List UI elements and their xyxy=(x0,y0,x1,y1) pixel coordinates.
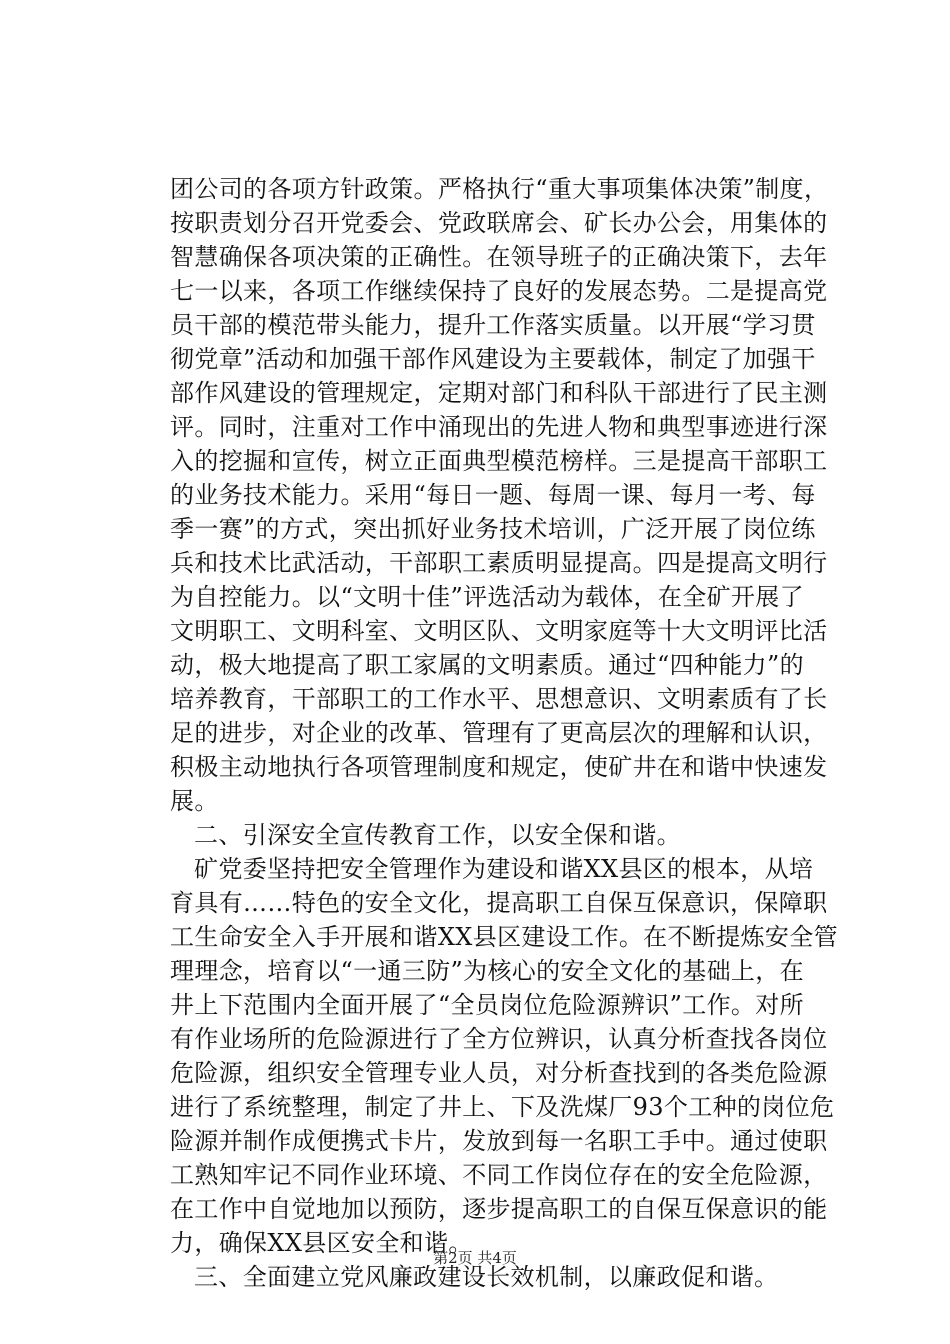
text-line: 兵和技术比武活动，干部职工素质明显提高。四是提高文明行 xyxy=(170,549,828,577)
text-line: 危险源，组织安全管理专业人员，对分析查找到的各类危险源 xyxy=(170,1059,828,1087)
text-line: 井上下范围内全面开展了“全员岗位危险源辨识”工作。对所 xyxy=(170,991,804,1019)
body-text xyxy=(170,172,838,1294)
text-line: 展。 xyxy=(170,787,219,815)
text-line: 按职责划分召开党委会、党政联席会、矿长办公会，用集体的 xyxy=(170,209,828,237)
text-line: 工生命安全入手开展和谐XX县区建设工作。在不断提炼安全管 xyxy=(170,923,838,951)
text-line: 入的挖掘和宣传，树立正面典型模范榜样。三是提高干部职工 xyxy=(170,447,828,475)
text-line: 力，确保XX县区安全和谐。 xyxy=(170,1229,473,1257)
text-line: 彻党章”活动和加强干部作风建设为主要载体，制定了加强干 xyxy=(170,345,816,373)
text-line: 动，极大地提高了职工家属的文明素质。通过“四种能力”的 xyxy=(170,651,804,679)
text-line: 工熟知牢记不同作业环境、不同工作岗位存在的安全危险源， xyxy=(170,1161,828,1189)
text-line: 险源并制作成便携式卡片，发放到每一名职工手中。通过使职 xyxy=(170,1127,828,1155)
text-line: 进行了系统整理，制定了井上、下及洗煤厂93个工种的岗位危 xyxy=(170,1093,835,1121)
text-line: 智慧确保各项决策的正确性。在领导班子的正确决策下，去年 xyxy=(170,243,828,271)
text-line: 在工作中自觉地加以预防，逐步提高职工的自保互保意识的能 xyxy=(170,1195,828,1223)
text-line: 文明职工、文明科室、文明区队、文明家庭等十大文明评比活 xyxy=(170,617,828,645)
page-number-footer: 第2页 共4页 xyxy=(433,1249,517,1267)
text-line: 的业务技术能力。采用“每日一题、每周一课、每月一考、每 xyxy=(170,481,816,509)
text-line: 育具有……特色的安全文化，提高职工自保互保意识，保障职 xyxy=(170,889,828,917)
section-heading: 二、引深安全宣传教育工作，以安全保和谐。 xyxy=(194,821,681,849)
text-line: 矿党委坚持把安全管理作为建设和谐XX县区的根本，从培 xyxy=(194,855,814,883)
text-line: 培养教育，干部职工的工作水平、思想意识、文明素质有了长 xyxy=(170,685,828,713)
text-line: 足的进步，对企业的改革、管理有了更高层次的理解和认识， xyxy=(170,719,828,747)
section-heading: 三、全面建立党风廉政建设长效机制，以廉政促和谐。 xyxy=(194,1263,779,1291)
text-line: 积极主动地执行各项管理制度和规定，使矿井在和谐中快速发 xyxy=(170,753,828,781)
text-line: 理理念，培育以“一通三防”为核心的安全文化的基础上，在 xyxy=(170,957,804,985)
text-line: 评。同时，注重对工作中涌现出的先进人物和典型事迹进行深 xyxy=(170,413,828,441)
text-line: 七一以来，各项工作继续保持了良好的发展态势。二是提高党 xyxy=(170,277,828,305)
text-line: 为自控能力。以“文明十佳”评选活动为载体，在全矿开展了 xyxy=(170,583,804,611)
text-line: 有作业场所的危险源进行了全方位辨识，认真分析查找各岗位 xyxy=(170,1025,828,1053)
text-line: 季一赛”的方式，突出抓好业务技术培训，广泛开展了岗位练 xyxy=(170,515,816,543)
text-line: 部作风建设的管理规定，定期对部门和科队干部进行了民主测 xyxy=(170,379,828,407)
text-line: 团公司的各项方针政策。严格执行“重大事项集体决策”制度， xyxy=(170,175,829,203)
text-line: 员干部的模范带头能力，提升工作落实质量。以开展“学习贯 xyxy=(170,311,816,339)
